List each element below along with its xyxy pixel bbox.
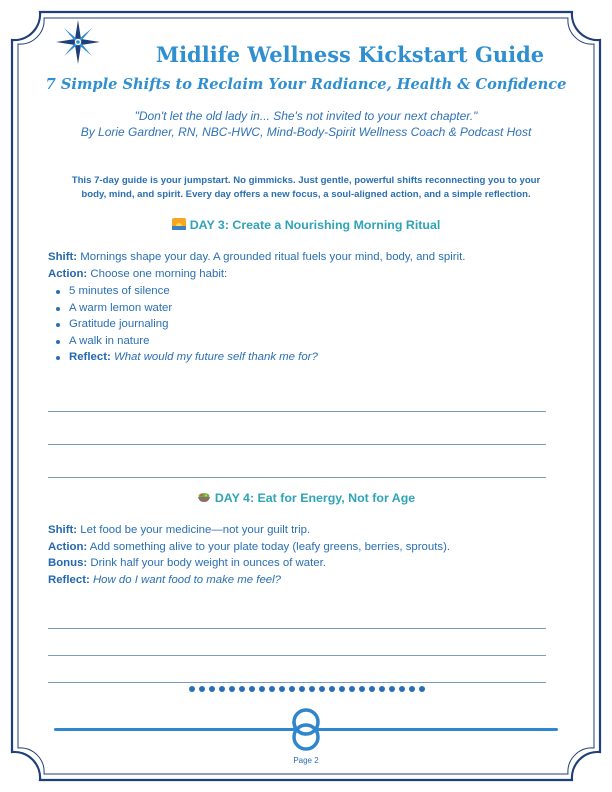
intro-line-2: body, mind, and spirit. Every day offers a new focus, a soul-aligned action, and a simple reflection. — [81, 189, 531, 200]
journal-line[interactable] — [48, 477, 546, 478]
day4-action: Action: Add something alive to your plate today (leafy greens, berries, sprouts). — [48, 541, 451, 553]
author-byline: By Lorie Gardner, RN, NBC-HWC, Mind-Body-Spirit Wellness Coach & Podcast Host — [80, 125, 532, 139]
brand-logo-icon — [54, 18, 102, 66]
sunrise-icon — [172, 218, 186, 230]
list-item: A walk in nature — [56, 335, 149, 347]
day3-shift: Shift: Mornings shape your day. A grounded ritual fuels your mind, body, and spirit. — [48, 251, 466, 263]
day4-bonus: Bonus: Drink half your body weight in ounces of water. — [48, 557, 326, 569]
day4-heading-text: DAY 4: Eat for Energy, Not for Age — [214, 491, 416, 505]
day4-reflect: Reflect: How do I want food to make me feel? — [48, 574, 281, 586]
day3-heading — [40, 218, 572, 232]
list-item: A warm lemon water — [56, 302, 172, 314]
day3-heading-text: DAY 3: Create a Nourishing Morning Ritual — [189, 218, 441, 232]
intro-paragraph — [36, 174, 576, 202]
journal-line[interactable] — [48, 411, 546, 412]
day3-action: Action: Choose one morning habit: — [48, 268, 228, 280]
quote-text: "Don't let the old lady in... She's not invited to your next chapter." — [134, 109, 478, 123]
journal-line[interactable] — [48, 444, 546, 445]
journal-line[interactable] — [48, 655, 546, 656]
dotted-divider — [188, 685, 428, 693]
interlocking-rings-icon — [284, 706, 328, 754]
list-item: 5 minutes of silence — [56, 285, 170, 297]
journal-line[interactable] — [48, 628, 546, 629]
journal-line[interactable] — [48, 682, 546, 683]
day3-reflect: Reflect: What would my future self thank me for? — [56, 351, 318, 363]
list-item: Gratitude journaling — [56, 318, 168, 330]
day4-shift: Shift: Let food be your medicine—not your guilt trip. — [48, 524, 311, 536]
intro-line-1: This 7-day guide is your jumpstart. No gimmicks. Just gentle, powerful shifts reconnecting you to your — [71, 175, 541, 186]
page-subtitle: 7 Simple Shifts to Reclaim Your Radiance, Health & Confidence — [45, 76, 567, 93]
day4-heading — [40, 491, 572, 505]
page-number: Page 2 — [293, 756, 319, 765]
salad-bowl-icon — [197, 491, 211, 503]
page-title: Midlife Wellness Kickstart Guide — [155, 42, 545, 67]
